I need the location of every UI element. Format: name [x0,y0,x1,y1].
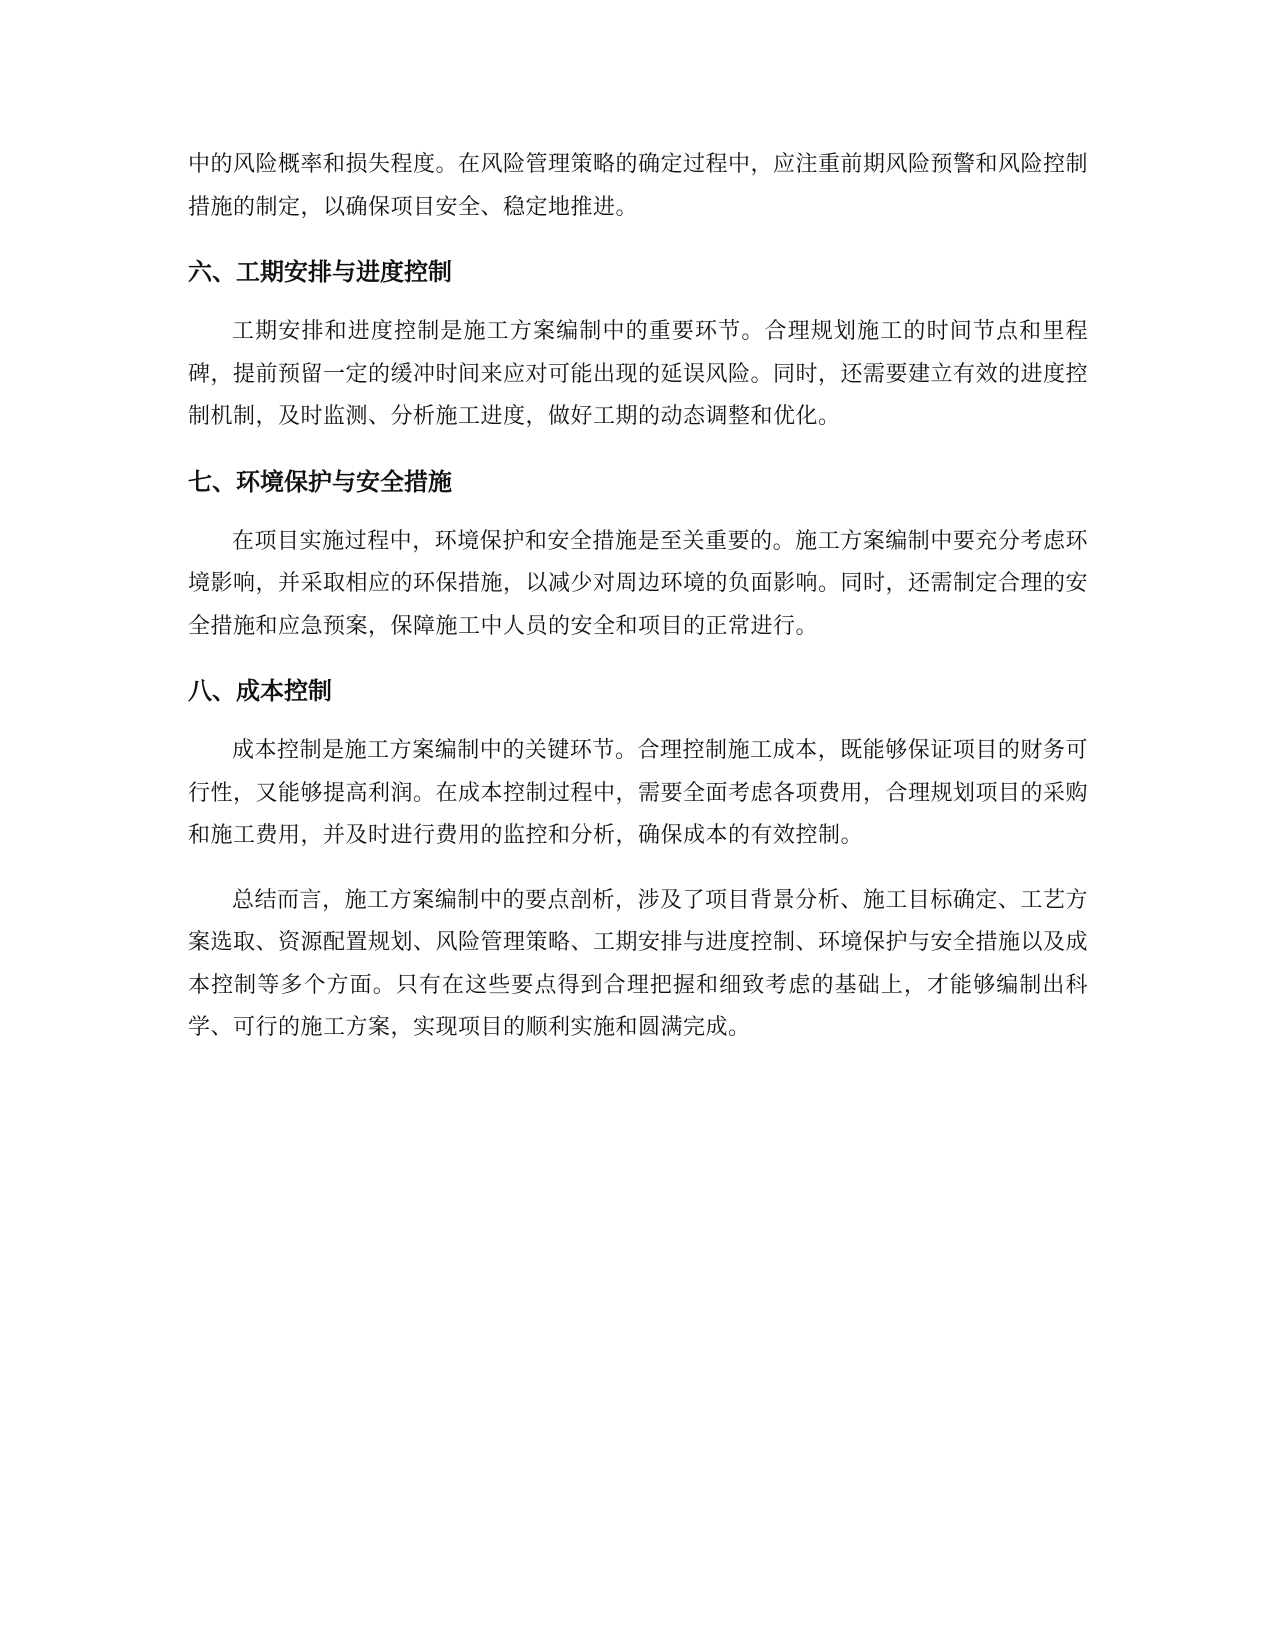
section-heading-schedule: 六、工期安排与进度控制 [188,258,452,286]
section-heading-cost-control: 八、成本控制 [188,677,332,705]
conclusion-paragraph: 总结而言，施工方案编制中的要点剖析，涉及了项目背景分析、施工目标确定、工艺方案选取、资源配置规划、风险管理策略、工期安排与进度控制、环境保护与安全措施以及成本控制等多个方面。只有在这些要点得到合理把握和细致考虑的基础上，才能够编制出科学、可行的施工方案，实现项目的顺利实施和圆满完成。 [188,887,1089,1040]
section-heading-environment-safety: 七、环境保护与安全措施 [188,467,452,496]
document-body [188,144,1088,1050]
intro-paragraph: 中的风险概率和损失程度。在风险管理策略的确定过程中，应注重前期风险预警和风险控制措施的制定，以确保项目安全、稳定地推进。 [188,152,1089,220]
section-paragraph-schedule: 工期安排和进度控制是施工方案编制中的重要环节。合理规划施工的时间节点和里程碑，提前预留一定的缓冲时间来应对可能出现的延误风险。同时，还需要建立有效的进度控制机制，及时监测、分析施工进度，做好工期的动态调整和优化。 [188,319,1089,429]
section-paragraph-environment-safety: 在项目实施过程中，环境保护和安全措施是至关重要的。施工方案编制中要充分考虑环境影响，并采取相应的环保措施，以减少对周边环境的负面影响。同时，还需制定合理的安全措施和应急预案，保障施工中人员的安全和项目的正常进行。 [188,528,1089,639]
section-paragraph-cost-control: 成本控制是施工方案编制中的关键环节。合理控制施工成本，既能够保证项目的财务可行性，又能够提高利润。在成本控制过程中，需要全面考虑各项费用，合理规划项目的采购和施工费用，并及时进行费用的监控和分析，确保成本的有效控制。 [188,738,1089,848]
